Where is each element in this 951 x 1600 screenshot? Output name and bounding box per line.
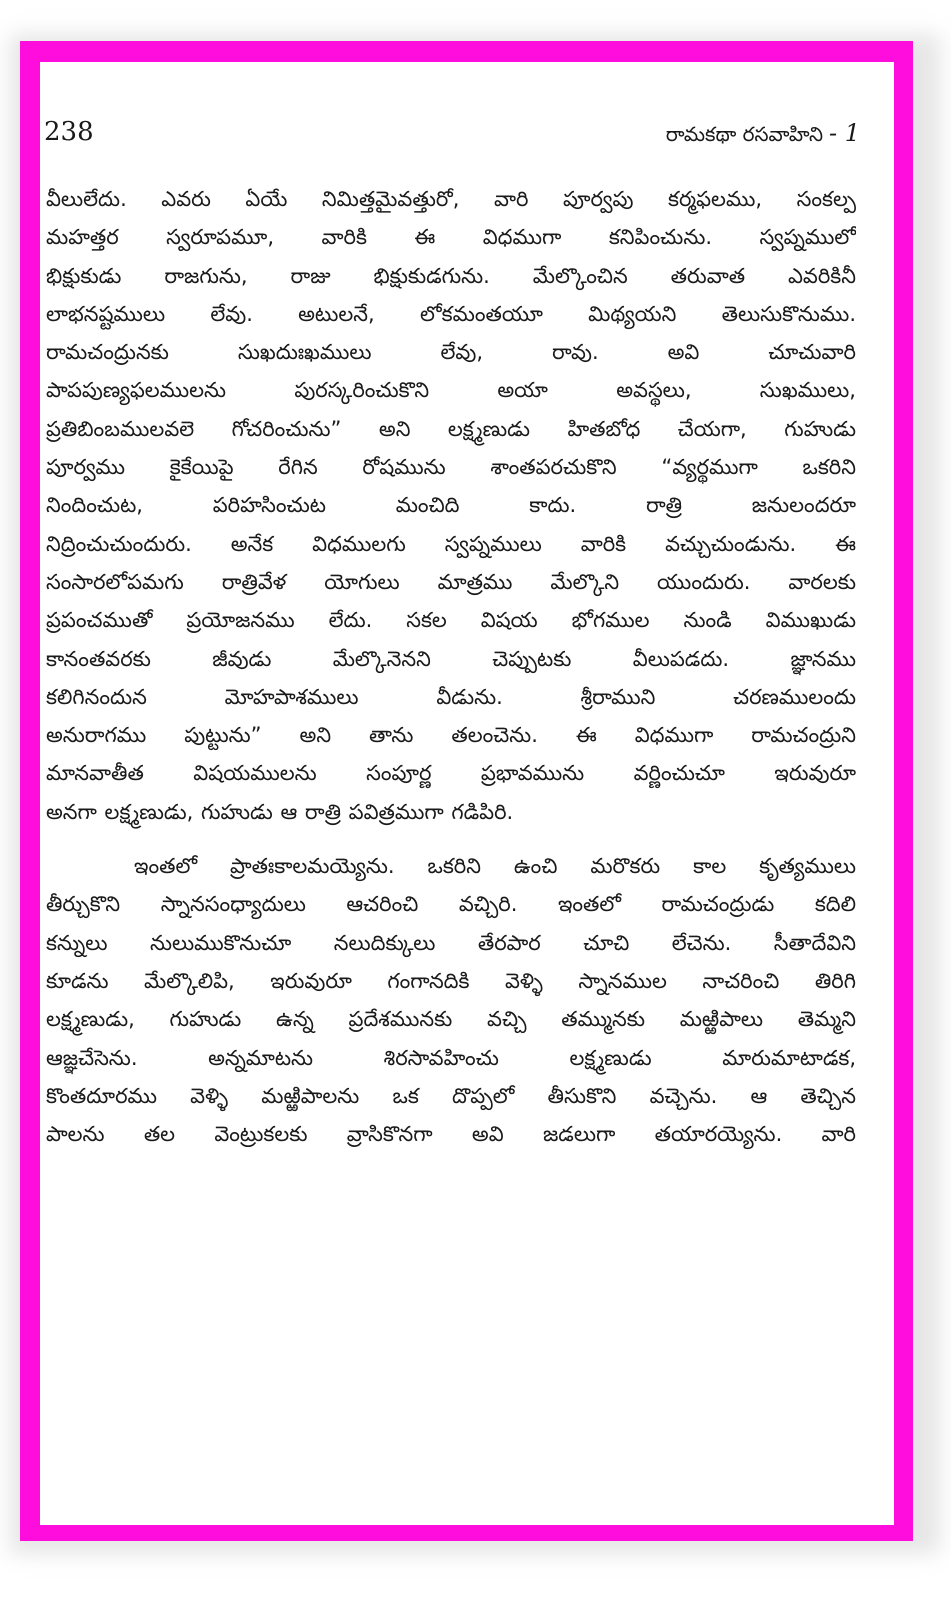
text-line: కానంతవరకు జీవుడు మేల్కొనెనని చెప్పుటకు వీలుపడదు. జ్ఞానము [46,646,856,671]
text-line: కొంతదూరము వెళ్ళి మఱ్ఱిపాలను ఒక దొప్పలో తీసుకొని వచ్చెను. ఆ తెచ్చిన [46,1083,856,1108]
paragraph-1 [46,180,856,831]
running-head-title: రామకథా రసవాహిని [665,122,823,146]
text-line: పాలను తల వెంట్రుకలకు వ్రాసికొనగా అవి జడలుగా తయారయ్యెను. వారి [46,1122,856,1147]
text-line: అనగా లక్ష్మణుడు, గుహుడు ఆ రాత్రి పవిత్రముగా గడిపిరి. [46,799,514,824]
book-page [40,62,894,1525]
text-line: ఇంతలో ప్రాతఃకాలమయ్యెను. ఒకరిని ఉంచి మరొకరు కాల కృత్యములు [134,854,856,879]
page-body [46,180,856,1153]
text-line: వీలులేదు. ఎవరు ఏయే నిమిత్తమైవత్తురో, వారి పూర్వపు కర్మఫలము, సంకల్ప [46,187,856,211]
text-line: భిక్షుకుడు రాజగును, రాజు భిక్షుకుడగును. మేల్కొంచిన తరువాత ఎవరికినీ [46,263,856,288]
text-line: కన్నులు నులుముకొనుచూ నలుదిక్కులు తేరపార చూచి లేచెను. సీతాదేవిని [46,930,856,955]
text-line: ప్రపంచముతో ప్రయోజనము లేదు. సకల విషయ భోగముల నుండి విముఖుడు [46,608,856,633]
text-line: ఆజ్ఞచేసెను. అన్నమాటను శిరసావహించు లక్ష్మణుడు మారుమాటాడక, [46,1045,856,1070]
text-line: రామచంద్రునకు సుఖదుఃఖములు లేవు, రావు. అవి చూచువారి [46,340,856,365]
page-header [40,114,894,154]
text-line: లాభనష్టములు లేవు. అటులనే, లోకమంతయూ మిథ్యయని తెలుసుకొనుము. [46,301,856,326]
text-line: పాపపుణ్యఫలములను పురస్కరించుకొని అయా అవస్థలు, సుఖములు, [46,378,856,403]
text-line: సంసారలోపమగు రాత్రివేళ యోగులు మాత్రము మేల్కొని యుందురు. వారలకు [46,569,856,594]
paragraph-gap [46,831,856,847]
text-line: కలిగినందున మోహపాశములు వీడును. శ్రీరాముని చరణములందు [46,684,856,709]
text-line: నిందించుట, పరిహసించుట మంచిది కాదు. రాత్రి జనులందరూ [46,493,856,518]
text-line: పూర్వము కైకేయిపై రేగిన రోషమును శాంతపరచుకొని “వ్యర్థముగా ఒకరిని [46,455,856,480]
paragraph-2 [46,847,856,1153]
page-number: 238 [44,117,94,147]
text-line: ప్రతిబింబములవలె గోచరించును” అని లక్ష్మణుడు హితబోధ చేయగా, గుహుడు [46,416,856,441]
text-line: అనురాగము పుట్టును” అని తాను తలంచెను. ఈ విధముగా రామచంద్రుని [46,723,856,748]
text-line: నిద్రించుచుందురు. అనేక విధములగు స్వప్నములు వారికి వచ్చుచుండును. ఈ [46,531,856,556]
text-line: తీర్చుకొని స్నానసంధ్యాదులు ఆచరించి వచ్చిరి. ఇంతలో రామచంద్రుడు కదిలి [46,892,856,917]
text-line: మానవాతీత విషయములను సంపూర్ణ ప్రభావమును వర్ణించుచూ ఇరువురూ [46,761,856,786]
text-line: మహత్తర స్వరూపమూ, వారికి ఈ విధముగా కనిపించును. స్వప్నములో [46,225,856,250]
running-head-volume: - 1 [828,119,860,147]
text-line: లక్ష్మణుడు, గుహుడు ఉన్న ప్రదేశమునకు వచ్చి తమ్మునకు మఱ్ఱిపాలు తెమ్మని [46,1007,856,1032]
running-head [666,116,860,151]
text-line: కూడను మేల్కొలిపి, ఇరువురూ గంగానదికి వెళ్ళి స్నానముల నాచరించి తిరిగి [46,968,856,993]
